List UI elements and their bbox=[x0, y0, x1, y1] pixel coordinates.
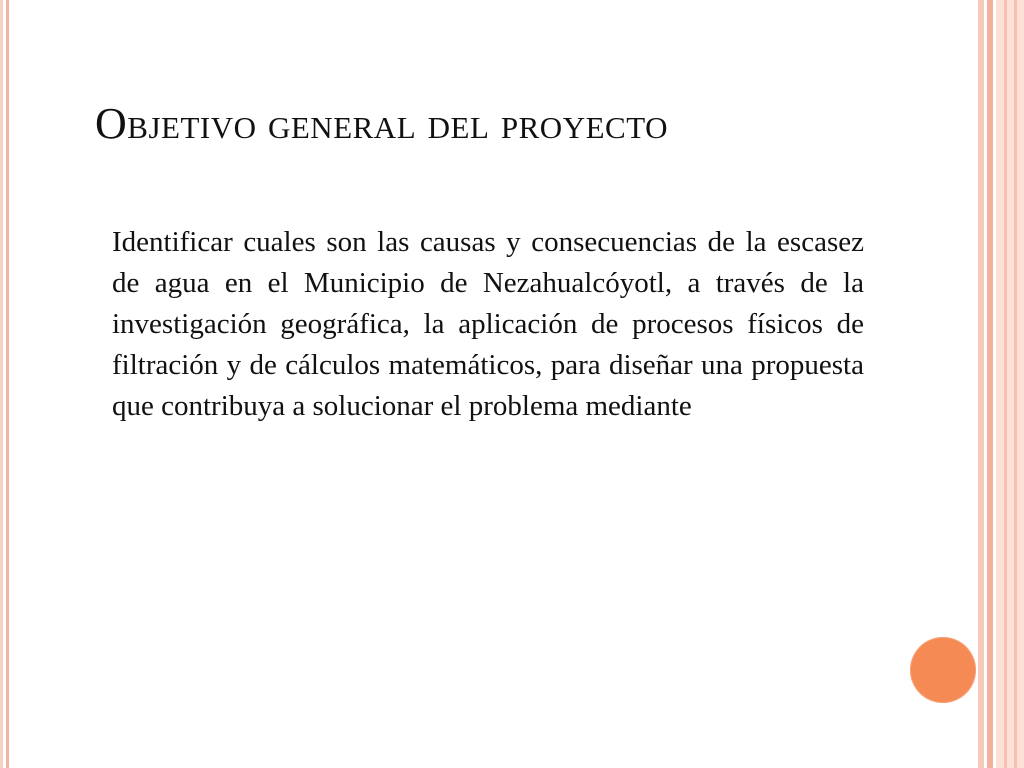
right-border-band bbox=[996, 0, 1024, 768]
slide-title: Objetivo general del proyecto bbox=[95, 99, 668, 148]
decorative-circle-icon bbox=[910, 637, 976, 703]
slide-body-text: Identificar cuales son las causas y consecuencias de la escasez de agua en el Municipio de Nezahualcóyotl, a través de la investigación geográfica, la aplicación de procesos físicos de filtración y de cálculos matemáticos, para diseñar una propuesta que contribuya a solucionar el problema mediante bbox=[112, 226, 864, 422]
right-border-line bbox=[1004, 0, 1007, 768]
left-border-stripe bbox=[6, 0, 9, 768]
right-border-line bbox=[1014, 0, 1017, 768]
